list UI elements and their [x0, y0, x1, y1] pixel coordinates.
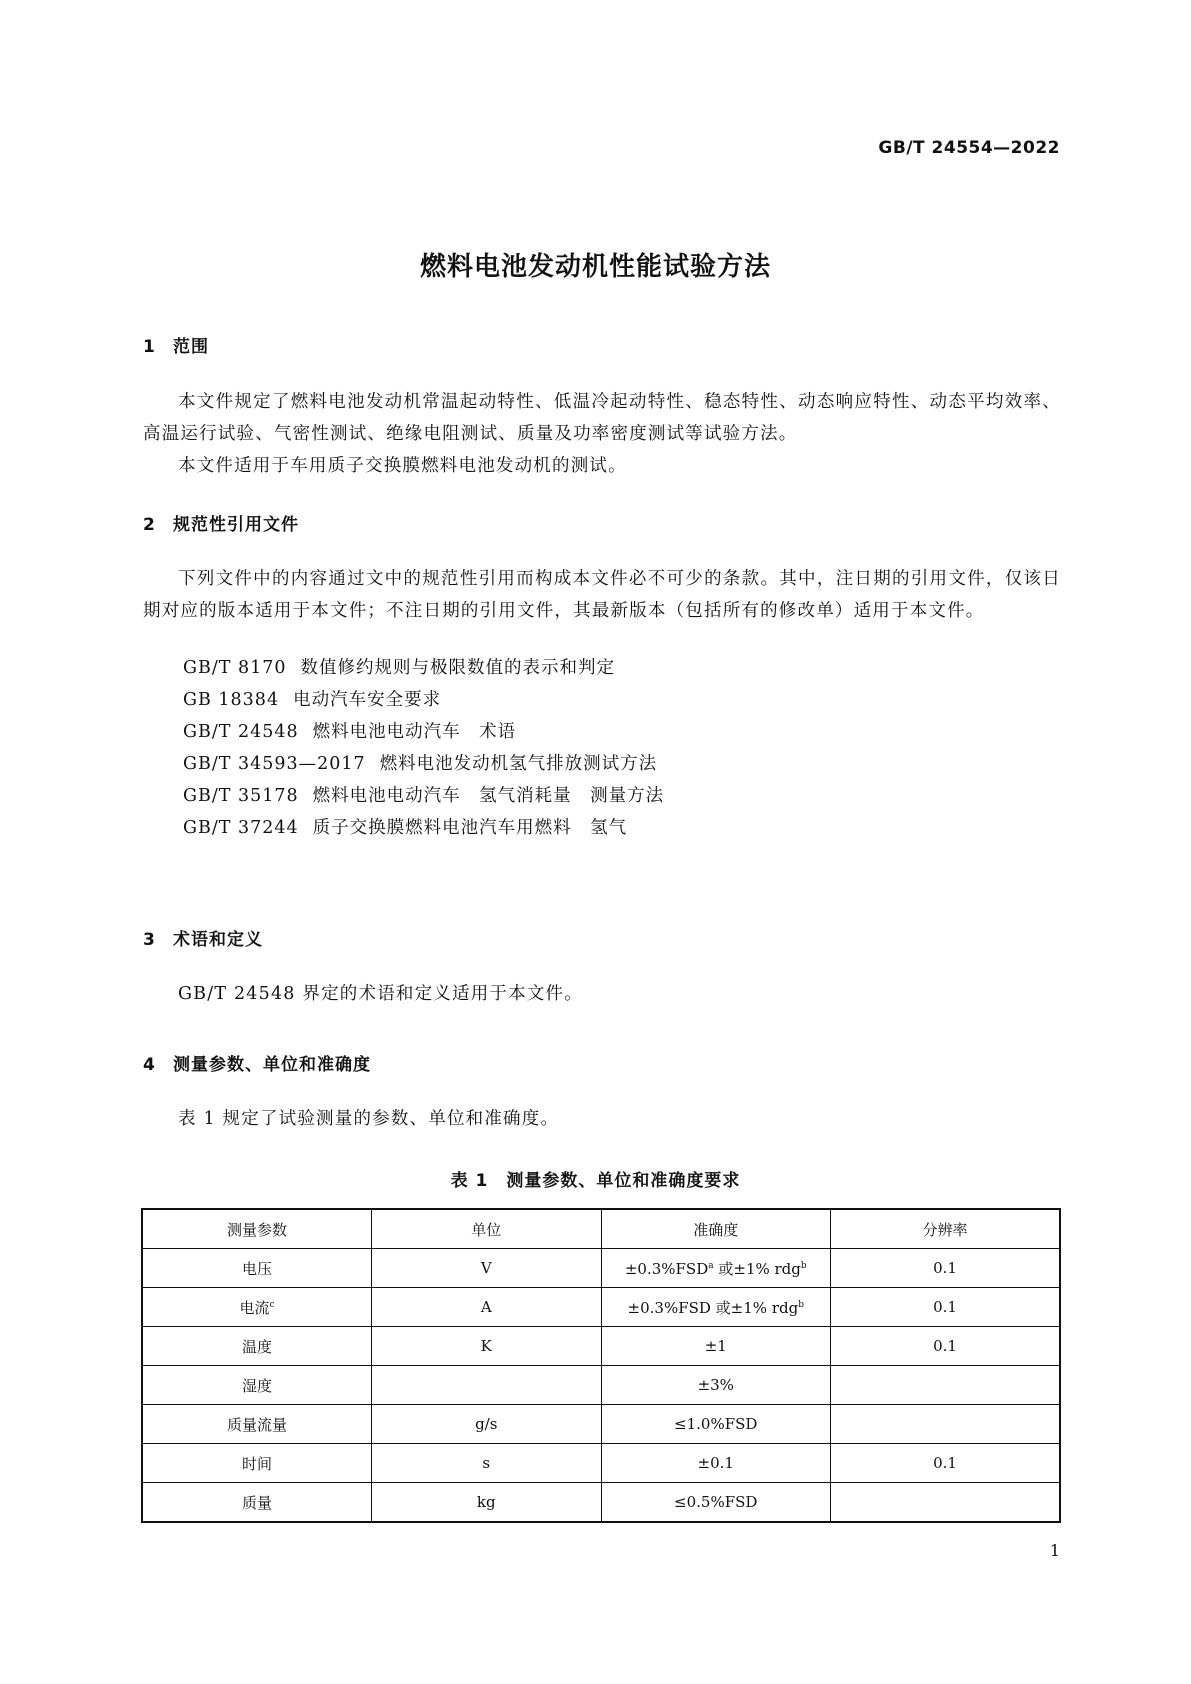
cell-unit: kg — [372, 1483, 602, 1523]
cell-accuracy — [601, 1483, 831, 1523]
cell-accuracy — [601, 1327, 831, 1366]
cell-resolution: 0.1 — [831, 1249, 1061, 1288]
normative-refs-intro — [143, 563, 1061, 627]
section-number: 3 — [143, 930, 156, 950]
cell-param — [142, 1366, 372, 1405]
reference-item — [183, 652, 664, 684]
reference-title: 燃料电池发动机氢气排放测试方法 — [379, 754, 658, 774]
measurement-table — [141, 1208, 1061, 1523]
param-name: 质量流量 — [226, 1415, 287, 1434]
section-title: 测量参数、单位和准确度 — [173, 1055, 371, 1075]
reference-code: GB/T 35178 — [183, 786, 299, 806]
cell-accuracy — [601, 1444, 831, 1483]
cell-unit: s — [372, 1444, 602, 1483]
column-header: 测量参数 — [142, 1209, 372, 1249]
cell-unit: g/s — [372, 1405, 602, 1444]
reference-title: 燃料电池电动汽车 氢气消耗量 测量方法 — [312, 786, 665, 806]
cell-accuracy — [601, 1249, 831, 1288]
footnote-mark: c — [269, 1299, 275, 1310]
section-number: 1 — [143, 337, 156, 357]
section-number: 4 — [143, 1055, 156, 1075]
table-row — [142, 1366, 1060, 1405]
footnote-mark: a — [708, 1260, 714, 1271]
table-caption: 表 1 测量参数、单位和准确度要求 — [450, 1171, 741, 1191]
reference-code: GB/T 37244 — [183, 818, 299, 838]
section-title: 术语和定义 — [173, 930, 263, 950]
cell-unit: A — [372, 1288, 602, 1327]
cell-accuracy — [601, 1405, 831, 1444]
table-row — [142, 1444, 1060, 1483]
column-header: 单位 — [372, 1209, 602, 1249]
reference-list — [183, 652, 664, 844]
reference-title: 电动汽车安全要求 — [293, 690, 442, 710]
cell-resolution — [831, 1366, 1061, 1405]
cell-param — [142, 1288, 372, 1327]
accuracy-value: ±0.3%FSD — [624, 1259, 709, 1278]
reference-code: GB/T 34593—2017 — [183, 754, 366, 774]
table-row — [142, 1249, 1060, 1288]
cell-resolution — [831, 1405, 1061, 1444]
table-row — [142, 1327, 1060, 1366]
reference-code: GB 18384 — [183, 690, 280, 710]
cell-param — [142, 1327, 372, 1366]
section-title: 规范性引用文件 — [173, 515, 299, 535]
reference-code: GB/T 24548 — [183, 722, 299, 742]
accuracy-value: ±0.1 — [697, 1454, 734, 1472]
cell-resolution: 0.1 — [831, 1327, 1061, 1366]
accuracy-value: ±0.3%FSD 或±1% rdg — [627, 1298, 799, 1317]
section-4-heading — [143, 1050, 371, 1075]
page-number: 1 — [1049, 1541, 1060, 1560]
terms-body — [143, 978, 1061, 1010]
cell-param — [142, 1444, 372, 1483]
normative-refs-paragraph: 下列文件中的内容通过文中的规范性引用而构成本文件必不可少的条款。其中，注日期的引用文件，仅该日期对应的版本适用于本文件；不注日期的引用文件，其最新版本（包括所有的修改单）适用于本文件。 — [143, 569, 1061, 621]
footnote-mark: b — [798, 1299, 804, 1310]
scope-paragraph-1: 本文件规定了燃料电池发动机常温起动特性、低温冷起动特性、稳态特性、动态响应特性、动态平均效率、高温运行试验、气密性测试、绝缘电阻测试、质量及功率密度测试等试验方法。 — [143, 392, 1061, 444]
param-name: 电流 — [239, 1298, 270, 1317]
accuracy-value: ≤1.0%FSD — [674, 1415, 758, 1433]
measurement-paragraph: 表 1 规定了试验测量的参数、单位和准确度。 — [178, 1109, 560, 1129]
terms-paragraph: GB/T 24548 界定的术语和定义适用于本文件。 — [178, 984, 583, 1004]
reference-item — [183, 780, 664, 812]
table-row — [142, 1405, 1060, 1444]
column-header: 分辨率 — [831, 1209, 1061, 1249]
reference-title: 质子交换膜燃料电池汽车用燃料 氢气 — [312, 818, 628, 838]
section-title: 范围 — [173, 337, 209, 357]
cell-accuracy — [601, 1366, 831, 1405]
accuracy-value: ≤0.5%FSD — [674, 1493, 758, 1511]
scope-body — [143, 386, 1061, 482]
cell-param — [142, 1249, 372, 1288]
reference-item — [183, 684, 664, 716]
cell-unit — [372, 1366, 602, 1405]
param-name: 时间 — [241, 1454, 272, 1473]
cell-unit: K — [372, 1327, 602, 1366]
table-header-row — [142, 1209, 1060, 1249]
reference-code: GB/T 8170 — [183, 658, 287, 678]
param-name: 电压 — [241, 1259, 272, 1278]
section-1-heading — [143, 332, 209, 357]
table-row — [142, 1288, 1060, 1327]
cell-resolution: 0.1 — [831, 1444, 1061, 1483]
footnote-mark: b — [800, 1260, 807, 1271]
param-name: 温度 — [241, 1337, 272, 1356]
accuracy-value: ±1 — [704, 1337, 727, 1355]
cell-resolution: 0.1 — [831, 1288, 1061, 1327]
table-row — [142, 1483, 1060, 1523]
column-header: 准确度 — [601, 1209, 831, 1249]
reference-title: 数值修约规则与极限数值的表示和判定 — [300, 658, 616, 678]
cell-unit: V — [372, 1249, 602, 1288]
param-name: 质量 — [241, 1493, 272, 1512]
table-body — [142, 1249, 1060, 1523]
measurement-body — [143, 1103, 1061, 1135]
scope-paragraph-2: 本文件适用于车用质子交换膜燃料电池发动机的测试。 — [178, 456, 627, 476]
reference-title: 燃料电池电动汽车 术语 — [312, 722, 517, 742]
reference-item — [183, 748, 664, 780]
param-name: 湿度 — [241, 1376, 272, 1395]
cell-accuracy — [601, 1288, 831, 1327]
reference-item — [183, 812, 664, 844]
reference-item — [183, 716, 664, 748]
accuracy-value: ±3% — [697, 1376, 734, 1394]
section-2-heading — [143, 510, 299, 535]
section-3-heading — [143, 925, 263, 950]
section-number: 2 — [143, 515, 156, 535]
cell-resolution — [831, 1483, 1061, 1523]
cell-param — [142, 1405, 372, 1444]
accuracy-alt: 或±1% rdg — [713, 1259, 801, 1278]
document-title: 燃料电池发动机性能试验方法 — [419, 252, 771, 282]
standard-code: GB/T 24554—2022 — [878, 138, 1060, 158]
cell-param — [142, 1483, 372, 1523]
